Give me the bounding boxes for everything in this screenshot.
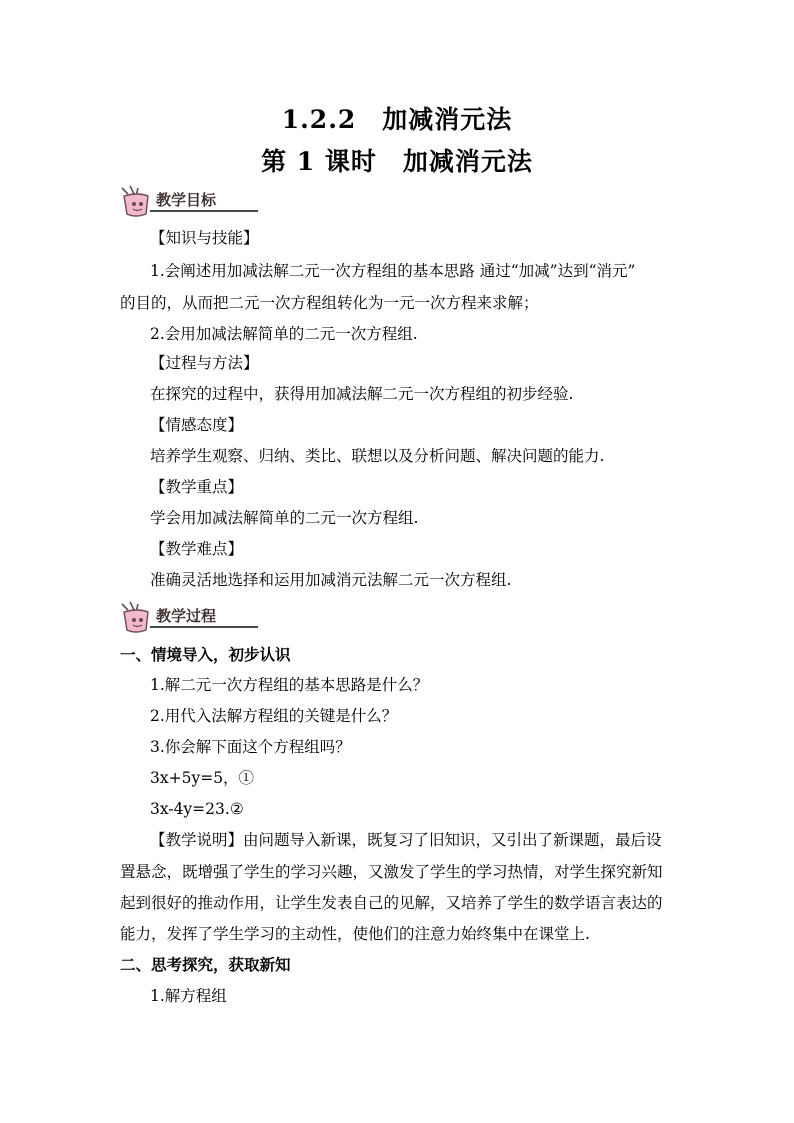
text-line: 能力，发挥了学生学习的主动性，使他们的注意力始终集中在课堂上.: [120, 925, 590, 943]
section-title: 教学目标: [156, 191, 217, 209]
text-line: 置悬念，既增强了学生的学习兴趣，又激发了学生的学习热情，对学生探究新知: [120, 863, 663, 881]
heading-knowledge: 【知识与技能】: [150, 229, 259, 247]
pencil-cup-icon: [118, 184, 158, 218]
text-line: 1.会阐述用加减法解二元一次方程组的基本思路 通过“加减”达到“消元”: [150, 262, 636, 280]
lesson-subtitle: 第 1 课时 加减消元法: [261, 147, 533, 176]
banner-underline: [150, 210, 258, 212]
section-title: 教学过程: [156, 607, 217, 625]
section-banner-process: [118, 600, 248, 634]
heading-process-method: 【过程与方法】: [150, 354, 259, 372]
heading-section-2: 二、思考探究，获取新知: [120, 955, 291, 974]
text-line: 2.会用加减法解简单的二元一次方程组.: [150, 325, 418, 343]
heading-attitude: 【情感态度】: [150, 416, 244, 434]
text-line: 起到很好的推动作用，让学生发表自己的见解，又培养了学生的数学语言表达的: [120, 894, 663, 912]
heading-key-point: 【教学重点】: [150, 478, 244, 496]
text-line: 的目的，从而把二元一次方程组转化为一元一次方程来求解；: [120, 294, 539, 312]
equation-1: 3x+5y=5，①: [150, 769, 255, 787]
heading-section-1: 一、情境导入，初步认识: [120, 645, 291, 664]
text-line: 在探究的过程中，获得用加减法解二元一次方程组的初步经验.: [150, 385, 574, 403]
banner-underline: [150, 626, 258, 628]
lesson-title: 1.2.2 加减消元法: [281, 105, 513, 134]
heading-difficulty: 【教学难点】: [150, 540, 244, 558]
text-line: 【教学说明】由问题导入新课，既复习了旧知识，又引出了新课题，最后设: [150, 831, 662, 849]
text-line: 1.解二元一次方程组的基本思路是什么？: [150, 676, 429, 694]
text-line: 准确灵活地选择和运用加减消元法解二元一次方程组.: [150, 571, 512, 589]
text-line: 学会用加减法解简单的二元一次方程组.: [150, 509, 419, 527]
section-banner-goals: [118, 184, 248, 218]
text-line: 1.解方程组: [150, 987, 227, 1005]
text-line: 培养学生观察、归纳、类比、联想以及分析问题、解决问题的能力.: [150, 447, 605, 465]
text-line: 2.用代入法解方程组的关键是什么？: [150, 707, 398, 725]
equation-2: 3x-4y=23.②: [150, 800, 244, 818]
pencil-cup-icon: [118, 600, 158, 634]
text-line: 3.你会解下面这个方程组吗？: [150, 738, 351, 756]
